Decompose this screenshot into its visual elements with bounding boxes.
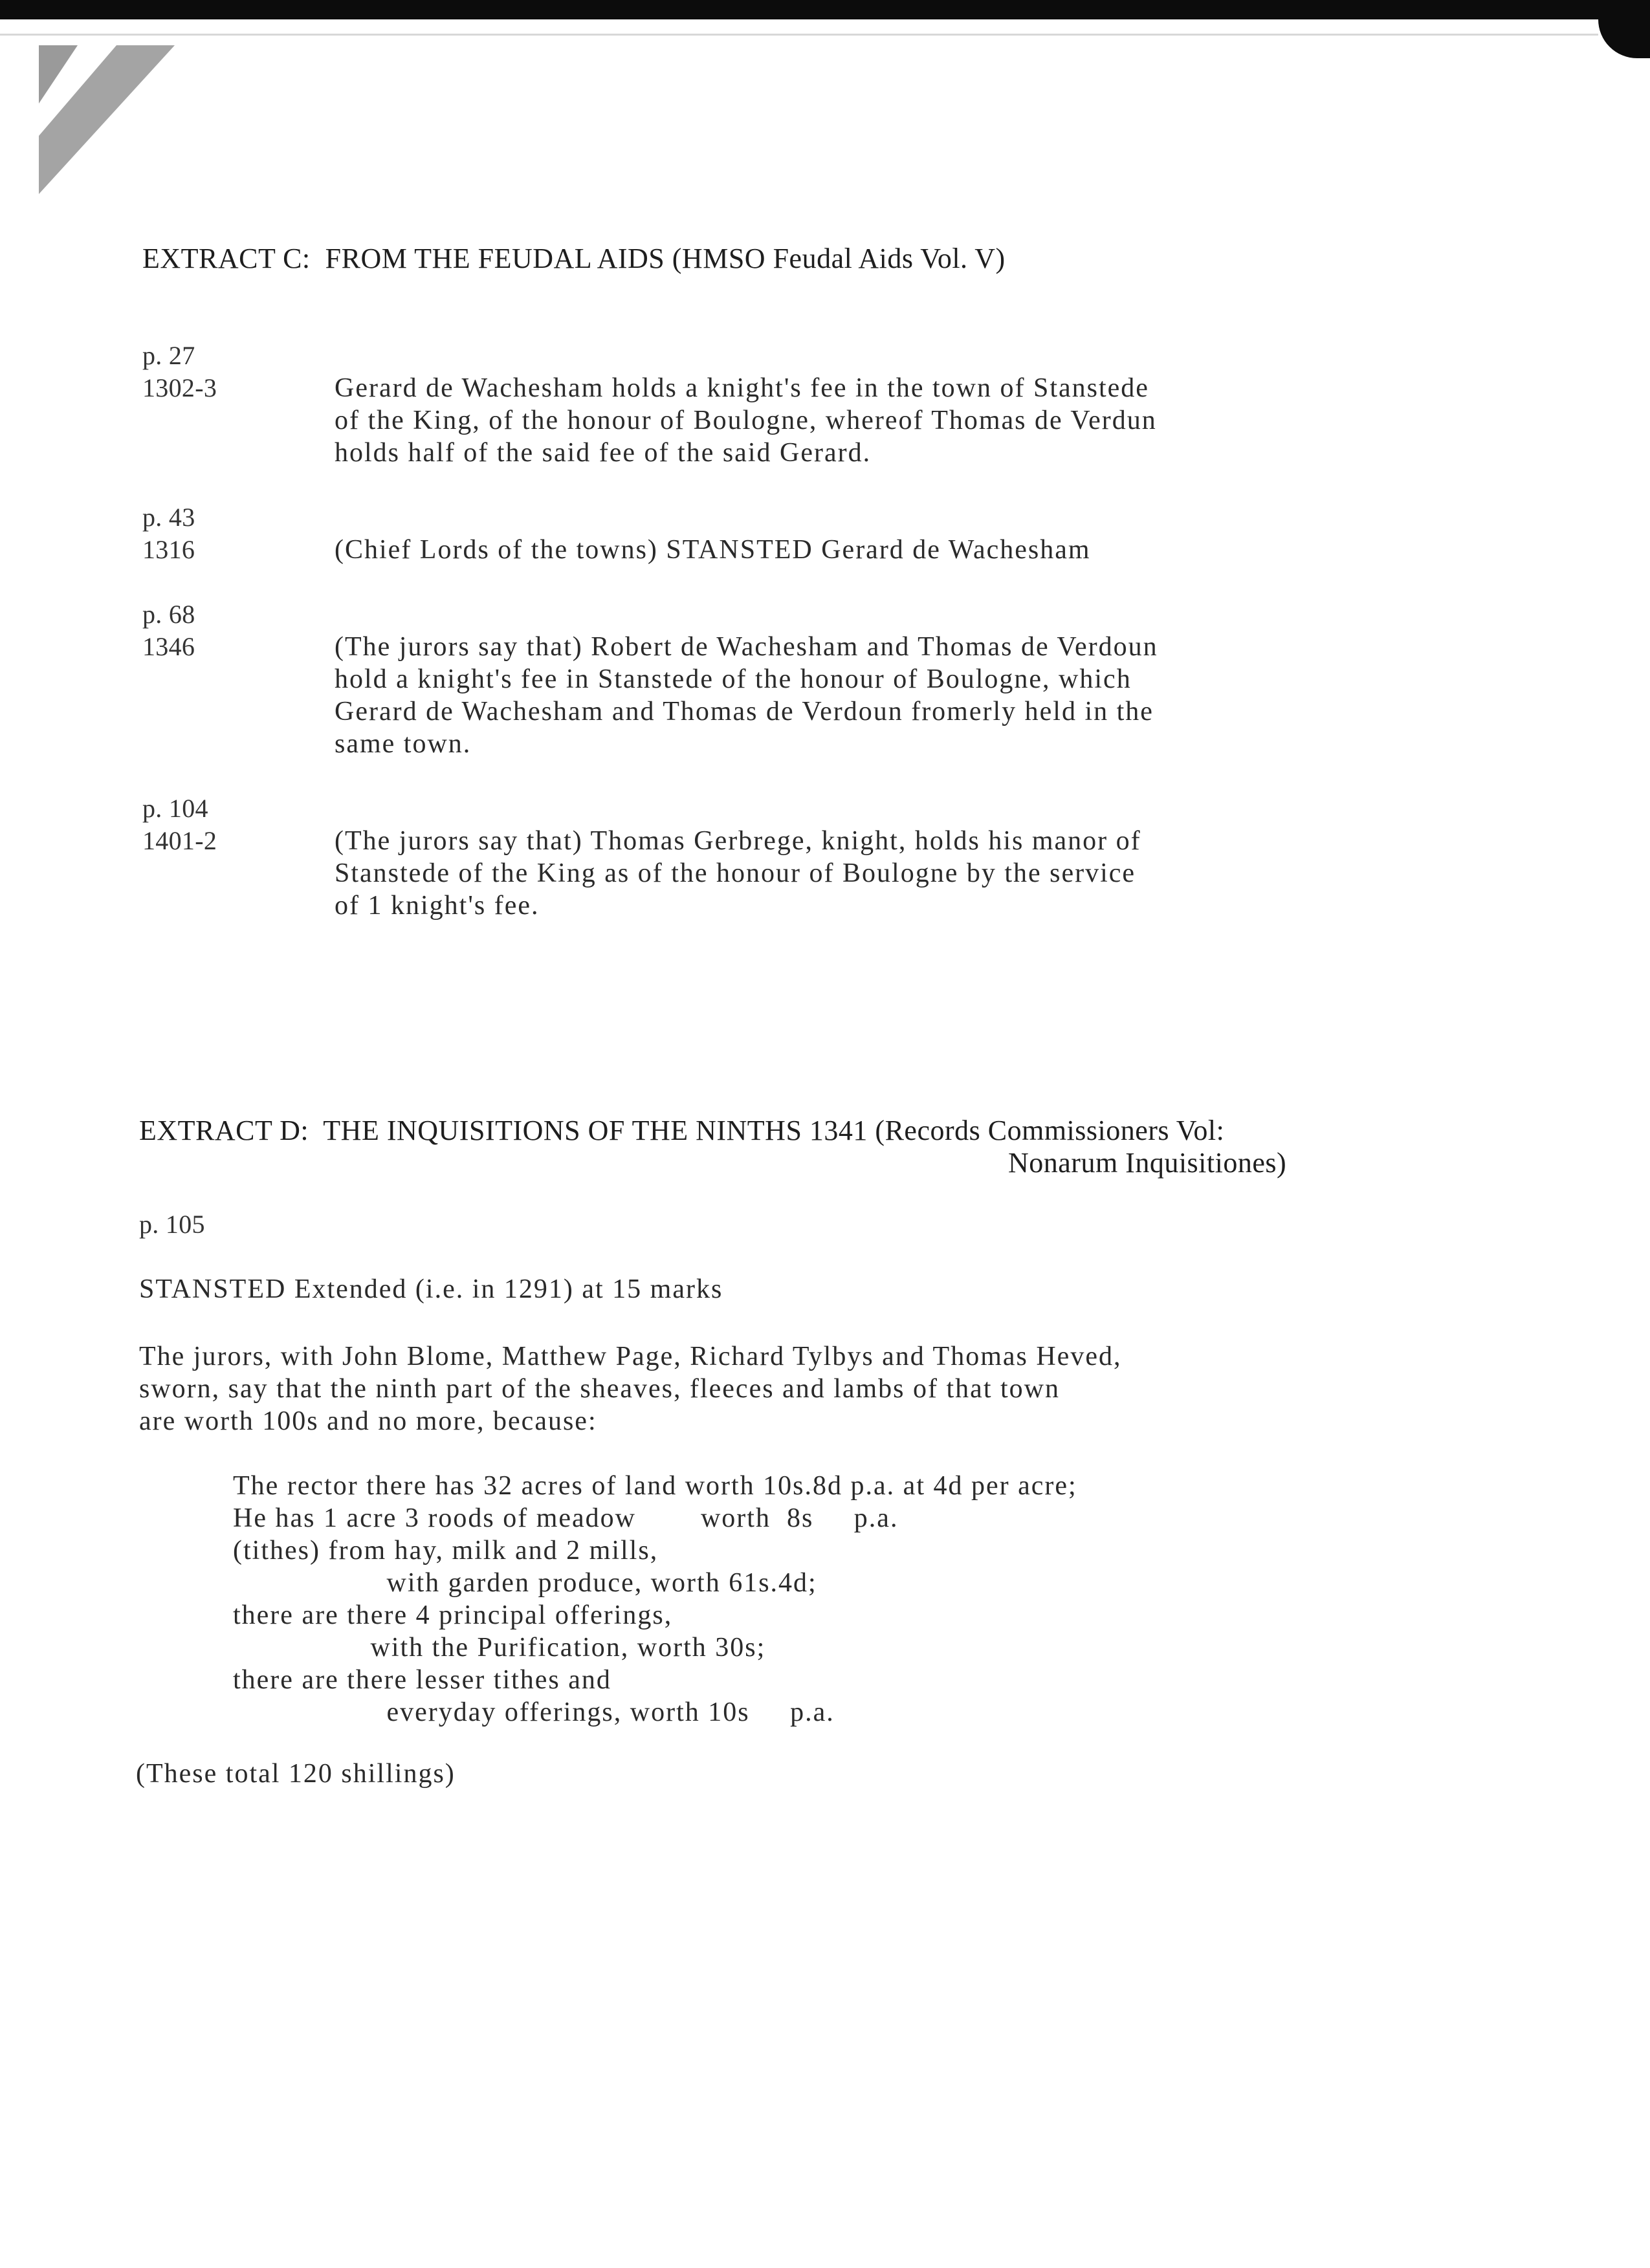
- entry-page-ref: p. 104: [142, 794, 208, 823]
- entry-page-ref: p. 68: [142, 600, 195, 629]
- total-line: (These total 120 shillings): [136, 1759, 456, 1789]
- valuation-line: everyday offerings, worth 10s p.a.: [233, 1697, 835, 1727]
- extract-d-heading: EXTRACT D: THE INQUISITIONS OF THE NINTHS 1341 (Records Commissioners Vol:: [139, 1115, 1225, 1146]
- entry-text-line: (Chief Lords of the towns) STANSTED Gerard de Wachesham: [335, 535, 1091, 565]
- jurors-text-line: sworn, say that the ninth part of the sheaves, fleeces and lambs of that town: [139, 1374, 1060, 1404]
- entry-page-ref: p. 27: [142, 341, 195, 370]
- entry-year: 1302-3: [142, 373, 217, 402]
- extract-d-heading-continued: Nonarum Inquisitiones): [1008, 1147, 1287, 1179]
- entry-year: 1401-2: [142, 826, 217, 855]
- extract-d-extended: STANSTED Extended (i.e. in 1291) at 15 marks: [139, 1274, 723, 1304]
- entry-text-line: (The jurors say that) Robert de Wachesham and Thomas de Verdoun: [335, 632, 1158, 662]
- entry-text-line: Gerard de Wachesham and Thomas de Verdoun fromerly held in the: [335, 697, 1154, 726]
- entry-text-line: of 1 knight's fee.: [335, 891, 540, 921]
- entry-text-line: hold a knight's fee in Stanstede of the honour of Boulogne, which: [335, 664, 1132, 694]
- valuation-line: The rector there has 32 acres of land worth 10s.8d p.a. at 4d per acre;: [233, 1471, 1077, 1501]
- entry-year: 1316: [142, 535, 195, 564]
- entry-text-line: same town.: [335, 729, 472, 759]
- valuation-line: with the Purification, worth 30s;: [233, 1633, 766, 1663]
- entry-text-line: of the King, of the honour of Boulogne, whereof Thomas de Verdun: [335, 406, 1157, 435]
- valuation-line: (tithes) from hay, milk and 2 mills,: [233, 1536, 659, 1565]
- scanner-stripe-mark: [39, 45, 181, 194]
- entry-text-line: (The jurors say that) Thomas Gerbrege, knight, holds his manor of: [335, 826, 1141, 856]
- extract-c-heading: EXTRACT C: FROM THE FEUDAL AIDS (HMSO Feudal Aids Vol. V): [142, 243, 1006, 274]
- entry-page-ref: p. 43: [142, 503, 195, 532]
- entry-text-line: holds half of the said fee of the said Gerard.: [335, 438, 872, 468]
- jurors-text-line: are worth 100s and no more, because:: [139, 1406, 597, 1436]
- jurors-text-line: The jurors, with John Blome, Matthew Page, Richard Tylbys and Thomas Heved,: [139, 1342, 1122, 1371]
- valuation-line: with garden produce, worth 61s.4d;: [233, 1568, 817, 1598]
- entry-text-line: Stanstede of the King as of the honour of Boulogne by the service: [335, 858, 1136, 888]
- valuation-line: there are there lesser tithes and: [233, 1665, 611, 1695]
- entry-year: 1346: [142, 632, 195, 661]
- valuation-line: He has 1 acre 3 roods of meadow worth 8s p.a.: [233, 1503, 899, 1533]
- extract-d-page-ref: p. 105: [139, 1210, 205, 1239]
- valuation-line: there are there 4 principal offerings,: [233, 1600, 673, 1630]
- entry-text-line: Gerard de Wachesham holds a knight's fee in the town of Stanstede: [335, 373, 1149, 403]
